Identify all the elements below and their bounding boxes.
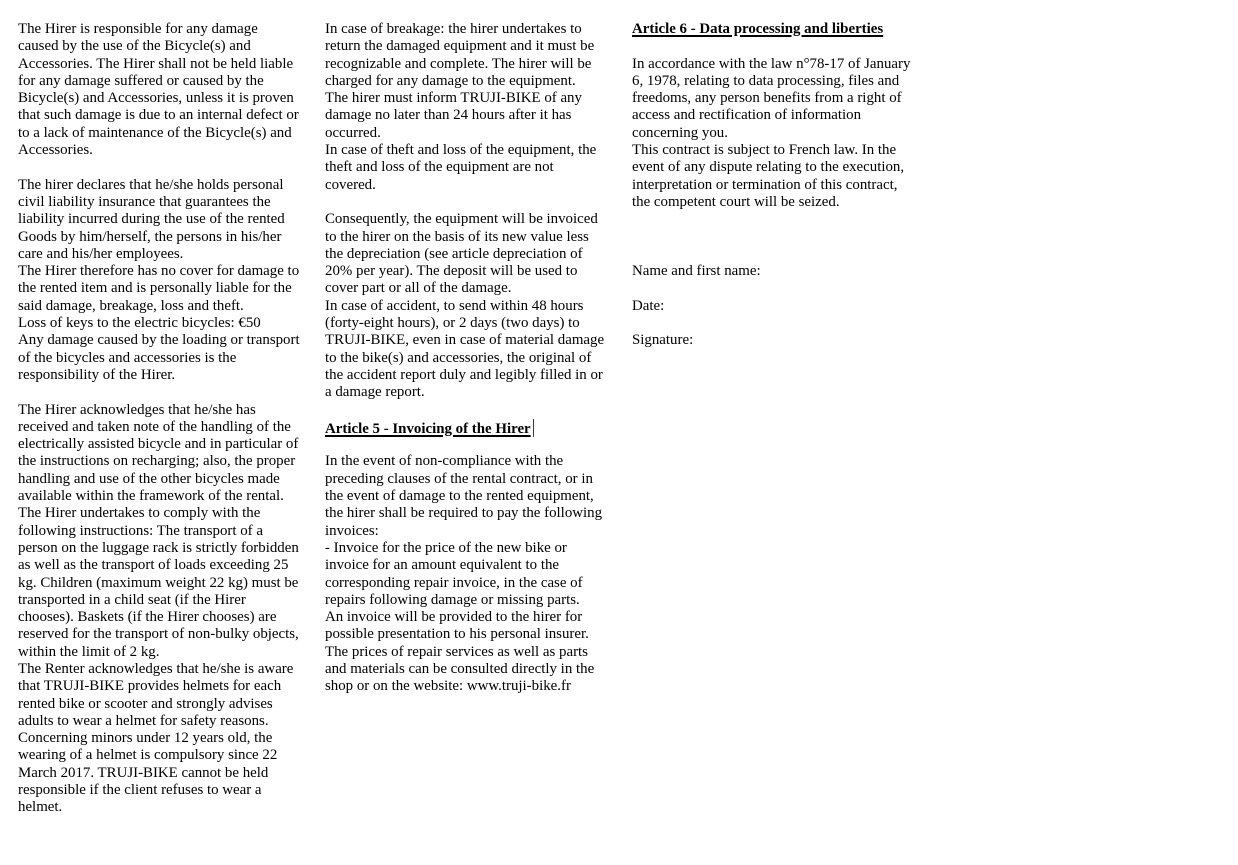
line-text: the instructions on recharging; also, the proper <box>18 453 296 470</box>
text-line <box>18 523 306 540</box>
text-line <box>325 107 613 124</box>
text-line <box>18 678 306 695</box>
line-text: charged for any damage to the equipment. <box>325 72 576 89</box>
text-line <box>18 125 306 142</box>
text-line <box>325 159 613 176</box>
text-line <box>18 540 306 557</box>
blank-line <box>325 436 613 453</box>
line-text: An invoice will be provided to the hirer for <box>325 609 583 626</box>
text-line <box>325 38 613 55</box>
text-line <box>18 471 306 488</box>
text-line <box>325 332 613 349</box>
line-text: available within the framework of the rental. <box>18 488 284 505</box>
line-text: event of any dispute relating to the execution, <box>632 159 905 176</box>
line-text: chooses). Baskets (if the Hirer chooses) are <box>18 609 277 626</box>
blank-line <box>325 402 613 419</box>
line-text: Date: <box>632 297 665 314</box>
line-text: transported in a child seat (if the Hirer <box>18 591 246 608</box>
line-text: adults to wear a helmet for safety reasons. <box>18 712 269 729</box>
line-text: The Hirer undertakes to comply with the <box>18 505 261 522</box>
line-text: The hirer must inform TRUJI-BIKE of any <box>325 90 582 107</box>
line-text: Loss of keys to the electric bicycles: €50 <box>18 315 261 332</box>
text-line <box>325 298 613 315</box>
date-label <box>632 298 920 315</box>
line-text: that TRUJI-BIKE provides helmets for each <box>18 678 282 695</box>
line-text: return the damaged equipment and it must be <box>325 38 595 55</box>
line-text: a damage report. <box>325 384 425 401</box>
line-text: rented bike or scooter and strongly advises <box>18 695 273 712</box>
text-line <box>18 402 306 419</box>
line-text: freedoms, any person benefits from a right of <box>632 90 902 107</box>
line-text: of the bicycles and accessories is the <box>18 349 237 366</box>
line-text: TRUJI-BIKE, even in case of material damage <box>325 332 605 349</box>
line-text: In accordance with the law n°78-17 of January <box>632 55 911 72</box>
line-text: shop or on the website: www.truji-bike.fr <box>325 678 571 695</box>
text-line <box>325 315 613 332</box>
text-cursor-caret <box>533 419 535 437</box>
text-line <box>18 194 306 211</box>
text-line <box>632 56 920 73</box>
line-text: interpretation or termination of this contract, <box>632 176 898 193</box>
line-text: to the hirer on the basis of its new value less <box>325 228 589 245</box>
text-line <box>18 21 306 38</box>
text-line <box>18 56 306 73</box>
text-line <box>18 315 306 332</box>
line-text: to a lack of maintenance of the Bicycle(s) and <box>18 124 292 141</box>
text-line <box>325 56 613 73</box>
line-text: In case of breakage: the hirer undertakes to <box>325 21 582 37</box>
line-text: responsibility of the Hirer. <box>18 366 176 383</box>
line-text: In case of accident, to send within 48 hours <box>325 297 584 314</box>
line-text: as well as the transport of loads exceeding 25 <box>18 557 289 574</box>
signature-label <box>632 332 920 349</box>
line-text: helmet. <box>18 799 63 816</box>
blank-line <box>632 211 920 228</box>
blank-line <box>632 246 920 263</box>
line-text: electrically assisted bicycle and in particular of <box>18 436 299 453</box>
text-line <box>18 38 306 55</box>
line-text: said damage, breakage, loss and theft. <box>18 297 244 314</box>
text-line <box>18 350 306 367</box>
line-text: The Hirer therefore has no cover for damage to <box>18 263 300 280</box>
line-text: This contract is subject to French law. In the <box>632 142 897 159</box>
blank-line <box>632 315 920 332</box>
text-line <box>18 730 306 747</box>
text-column-2 <box>325 21 613 817</box>
line-text: occurred. <box>325 124 381 141</box>
text-line <box>18 419 306 436</box>
line-text: civil liability insurance that guarantees the <box>18 193 271 210</box>
text-line <box>325 21 613 38</box>
blank-line <box>325 194 613 211</box>
line-text: repairs following damage or missing parts. <box>325 591 580 608</box>
text-line <box>325 384 613 401</box>
line-text: kg. Children (maximum weight 22 kg) must be <box>18 574 299 591</box>
line-text: within the limit of 2 kg. <box>18 643 160 660</box>
text-line <box>632 177 920 194</box>
text-line <box>325 142 613 159</box>
line-text: the competent court will be seized. <box>632 193 840 210</box>
line-text: damage no later than 24 hours after it has <box>325 107 572 124</box>
line-text: reserved for the transport of non-bulky objects, <box>18 626 299 643</box>
line-text: received and taken note of the handling of the <box>18 418 291 435</box>
line-text: the hirer shall be required to pay the following <box>325 505 603 522</box>
line-text: responsible if the client refuses to wear a <box>18 782 262 799</box>
text-line <box>632 142 920 159</box>
line-text: The Renter acknowledges that he/she is aware <box>18 660 294 677</box>
line-text: Signature: <box>632 332 694 349</box>
text-line <box>18 626 306 643</box>
line-text: Bicycle(s) and Accessories, unless it is proven <box>18 90 294 107</box>
line-text: invoice for an amount equivalent to the <box>325 557 560 574</box>
text-line <box>632 194 920 211</box>
text-line <box>632 125 920 142</box>
text-line <box>18 575 306 592</box>
text-line <box>325 177 613 194</box>
text-line <box>18 280 306 297</box>
text-line <box>325 626 613 643</box>
line-text: following instructions: The transport of a <box>18 522 263 539</box>
text-line <box>18 713 306 730</box>
line-text: The prices of repair services as well as parts <box>325 643 588 660</box>
line-text: Accessories. <box>18 142 93 159</box>
text-line <box>18 696 306 713</box>
text-line <box>325 609 613 626</box>
text-line <box>325 488 613 505</box>
text-line <box>18 557 306 574</box>
text-line <box>325 523 613 540</box>
blank-line <box>632 38 920 55</box>
text-line <box>18 177 306 194</box>
line-text: 6, 1978, relating to data processing, files and <box>632 72 900 89</box>
heading-text: Article 5 - Invoicing of the Hirer <box>325 420 531 437</box>
text-column-3 <box>632 21 920 817</box>
article-6-heading <box>632 21 920 38</box>
line-text: In case of theft and loss of the equipment, the <box>325 142 597 159</box>
line-text: access and rectification of information <box>632 107 862 124</box>
text-line <box>18 332 306 349</box>
text-line <box>18 661 306 678</box>
text-line <box>325 263 613 280</box>
document-columns <box>18 21 920 817</box>
line-text: Any damage caused by the loading or transport <box>18 332 300 349</box>
text-line <box>325 592 613 609</box>
line-text: liability incurred during the use of the rented <box>18 211 285 228</box>
text-line <box>325 229 613 246</box>
line-text: the rented item and is personally liable for the <box>18 280 292 297</box>
name-label <box>632 263 920 280</box>
line-text: theft and loss of the equipment are not <box>325 159 554 176</box>
text-line <box>18 367 306 384</box>
heading-text: Article 6 - Data processing and liberties <box>632 21 884 37</box>
line-text: and materials can be consulted directly in the <box>325 660 595 677</box>
text-line <box>18 488 306 505</box>
line-text: the accident report duly and legibly filled in or <box>325 366 603 383</box>
text-line <box>18 505 306 522</box>
line-text: 20% per year). The deposit will be used to <box>325 263 578 280</box>
text-line <box>18 747 306 764</box>
line-text: to the bike(s) and accessories, the original of <box>325 349 592 366</box>
text-line <box>632 107 920 124</box>
line-text: possible presentation to his personal insurer. <box>325 626 589 643</box>
line-text: - Invoice for the price of the new bike or <box>325 539 567 556</box>
text-line <box>18 211 306 228</box>
text-line <box>18 782 306 799</box>
line-text: concerning you. <box>632 124 728 141</box>
text-line <box>325 73 613 90</box>
line-text: Name and first name: <box>632 263 761 280</box>
line-text: corresponding repair invoice, in the case of <box>325 574 583 591</box>
text-line <box>632 90 920 107</box>
line-text: that such damage is due to an internal defect or <box>18 107 299 124</box>
text-line <box>18 765 306 782</box>
blank-line <box>18 384 306 401</box>
line-text: for any damage suffered or caused by the <box>18 72 264 89</box>
text-line <box>632 73 920 90</box>
text-line <box>18 107 306 124</box>
text-line <box>325 367 613 384</box>
line-text: Accessories. The Hirer shall not be held liable <box>18 55 294 72</box>
line-text: caused by the use of the Bicycle(s) and <box>18 38 251 55</box>
text-line <box>325 246 613 263</box>
blank-line <box>632 280 920 297</box>
text-line <box>632 159 920 176</box>
blank-line <box>18 159 306 176</box>
text-line <box>18 229 306 246</box>
line-text: wearing of a helmet is compulsory since 22 <box>18 747 278 764</box>
text-line <box>325 280 613 297</box>
line-text: handling and use of the other bicycles made <box>18 470 280 487</box>
text-line <box>325 471 613 488</box>
line-text: cover part or all of the damage. <box>325 280 512 297</box>
text-column-1 <box>18 21 306 817</box>
line-text: the depreciation (see article depreciation of <box>325 245 583 262</box>
text-line <box>325 644 613 661</box>
text-line <box>18 263 306 280</box>
text-line <box>18 609 306 626</box>
text-line <box>18 73 306 90</box>
line-text: The hirer declares that he/she holds personal <box>18 176 284 193</box>
line-text: care and his/her employees. <box>18 245 184 262</box>
line-text: the event of damage to the rented equipment, <box>325 488 594 505</box>
text-line <box>325 575 613 592</box>
line-text: March 2017. TRUJI-BIKE cannot be held <box>18 764 269 781</box>
text-line <box>325 505 613 522</box>
text-line <box>18 644 306 661</box>
text-line <box>18 436 306 453</box>
text-line <box>325 557 613 574</box>
text-line <box>325 453 613 470</box>
text-line <box>325 125 613 142</box>
text-line <box>18 298 306 315</box>
text-line <box>18 142 306 159</box>
line-text: Consequently, the equipment will be invoiced <box>325 211 598 228</box>
line-text: Goods by him/herself, the persons in his/her <box>18 228 282 245</box>
text-line <box>325 678 613 695</box>
line-text: (forty-eight hours), or 2 days (two days) to <box>325 315 580 332</box>
text-line <box>325 350 613 367</box>
text-line <box>18 90 306 107</box>
line-text: invoices: <box>325 522 379 539</box>
article-5-heading <box>325 419 613 436</box>
text-line <box>325 540 613 557</box>
text-line <box>18 246 306 263</box>
text-line <box>18 799 306 816</box>
text-line <box>18 592 306 609</box>
text-line <box>325 661 613 678</box>
line-text: preceding clauses of the rental contract, or in <box>325 470 593 487</box>
line-text: The Hirer is responsible for any damage <box>18 21 258 37</box>
blank-line <box>632 229 920 246</box>
line-text: The Hirer acknowledges that he/she has <box>18 401 256 418</box>
text-line <box>325 90 613 107</box>
line-text: In the event of non-compliance with the <box>325 453 564 470</box>
text-line <box>18 453 306 470</box>
line-text: recognizable and complete. The hirer will be <box>325 55 592 72</box>
line-text: Concerning minors under 12 years old, the <box>18 730 273 747</box>
line-text: covered. <box>325 176 376 193</box>
line-text: person on the luggage rack is strictly forbidden <box>18 539 299 556</box>
text-line <box>325 211 613 228</box>
